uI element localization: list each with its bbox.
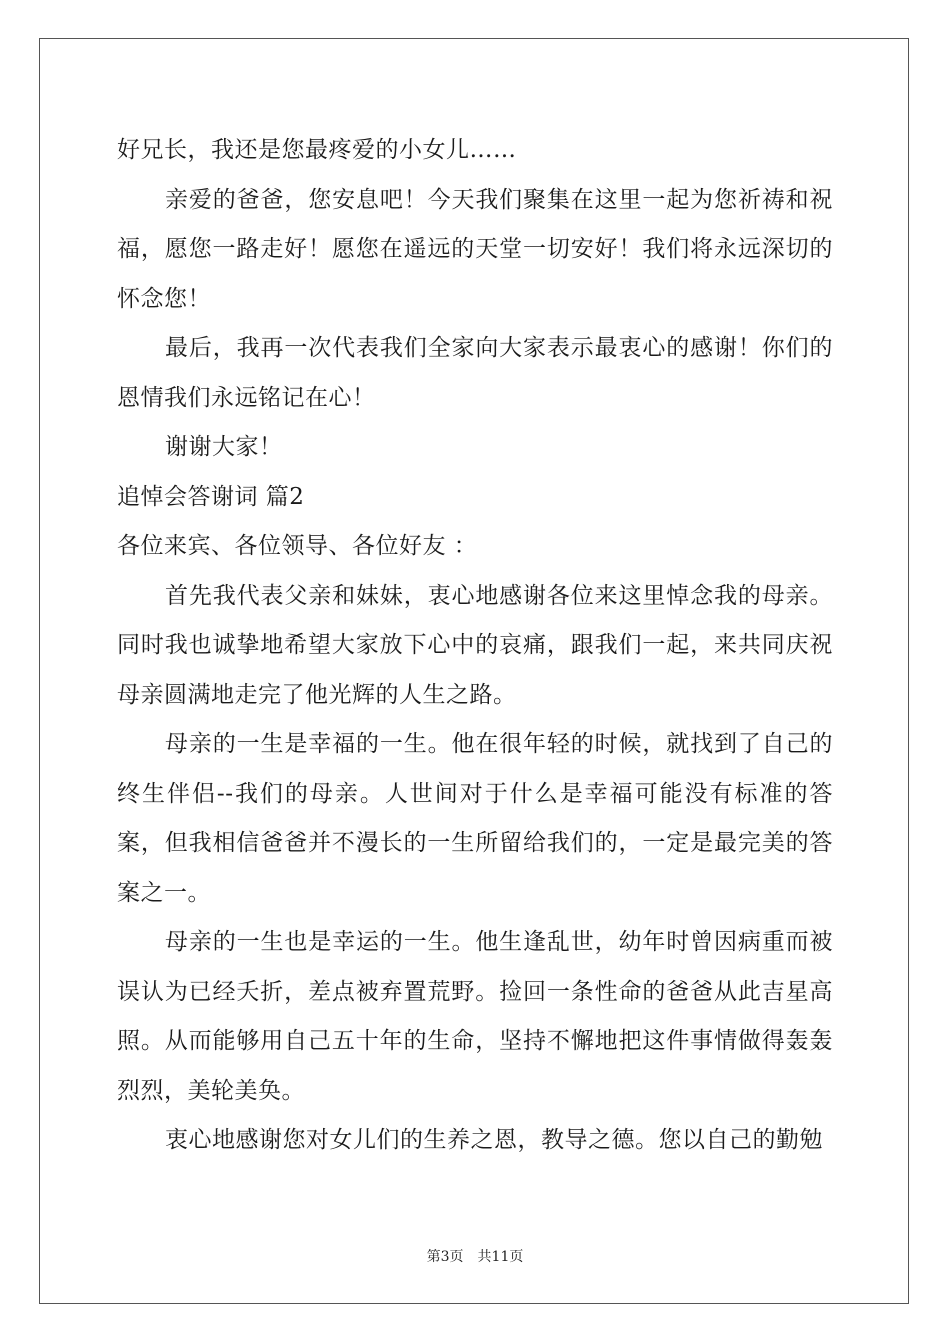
document-body: [117, 126, 833, 1166]
paragraph: 衷心地感谢您对女儿们的生养之恩，教导之德。您以自己的勤勉: [165, 1127, 823, 1153]
section-heading: 追悼会答谢词 篇2: [117, 483, 305, 510]
paragraph: 好兄长，我还是您最疼爱的小女儿……: [117, 137, 517, 163]
page-footer: [0, 1246, 950, 1266]
salutation: 各位来宾、各位领导、各位好友 ：: [117, 533, 478, 559]
paragraph: 首先我代表父亲和妹妹，衷心地感谢各位来这里悼念我的母亲。同时我也诚挚地希望大家放下心中的哀痛，跟我们一起，来共同庆祝母亲圆满地走完了他光辉的人生之路。: [117, 582, 833, 708]
page-number: 第3页: [426, 1249, 464, 1265]
paragraph: 母亲的一生也是幸运的一生。他生逢乱世，幼年时曾因病重而被误认为已经夭折，差点被弃置荒野。捡回一条性命的爸爸从此吉星高照。从而能够用自己五十年的生命，坚持不懈地把这件事情做得轰轰烈烈，美轮美奂。: [117, 929, 833, 1104]
paragraph: 母亲的一生是幸福的一生。他在很年轻的时候，就找到了自己的终生伴侣--我们的母亲。人世间对于什么是幸福可能没有标准的答案，但我相信爸爸并不漫长的一生所留给我们的，一定是最完美的答案之一。: [117, 731, 833, 906]
paragraph: 亲爱的爸爸，您安息吧！今天我们聚集在这里一起为您祈祷和祝福，愿您一路走好！愿您在遥远的天堂一切安好！我们将永远深切的怀念您！: [117, 186, 833, 312]
paragraph: 谢谢大家！: [165, 434, 283, 460]
page-total: 共11页: [477, 1249, 524, 1265]
paragraph: 最后，我再一次代表我们全家向大家表示最衷心的感谢！你们的恩情我们永远铭记在心！: [117, 335, 833, 411]
